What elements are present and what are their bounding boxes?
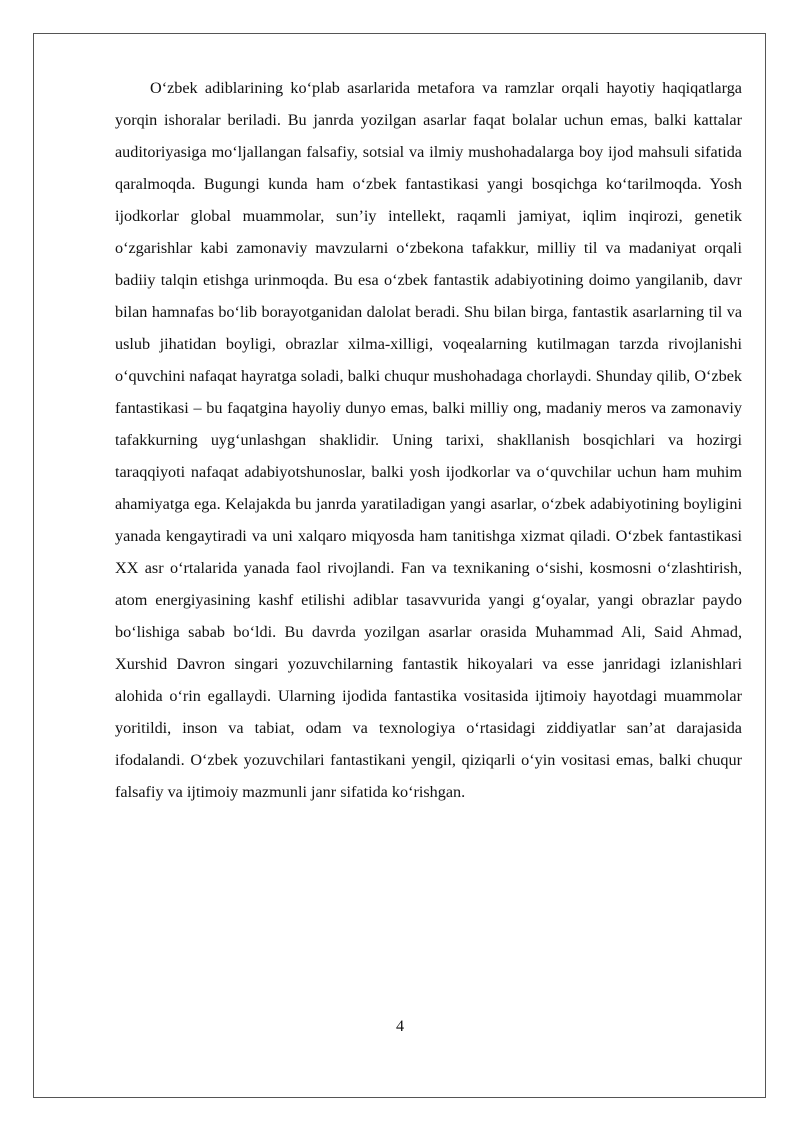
body-paragraph: O‘zbek adiblarining ko‘plab asarlarida metafora va ramzlar orqali hayotiy haqiqatlarga yorqin ishoralar beriladi. Bu janrda yozilgan asarlar faqat bolalar uchun emas, balki kattalar auditoriyasiga mo‘ljallangan falsafiy, sotsial va ilmiy mushohadalarga boy ijod mahsuli sifatida qaralmoqda. Bugungi kunda ham o‘zbek fantastikasi yangi bosqichga ko‘tarilmoqda. Yosh ijodkorlar global muammolar, sun’iy intellekt, raqamli jamiyat, iqlim inqirozi, genetik o‘zgarishlar kabi zamonaviy mavzularni o‘zbekona tafakkur, milliy til va madaniyat orqali badiiy talqin etishga urinmoqda. Bu esa o‘zbek fantastik adabiyotining doimo yangilanib, davr bilan hamnafas bo‘lib borayotganidan dalolat beradi. Shu bilan birga, fantastik asarlarning til va uslub jihatidan boyligi, obrazlar xilma-xilligi, voqealarning kutilmagan tarzda rivojlanishi o‘quvchini nafaqat hayratga soladi, balki chuqur mushohadaga chorlaydi. Shunday qilib, O‘zbek fantastikasi – bu faqatgina hayoliy dunyo emas, balki milliy ong, madaniy meros va zamonaviy tafakkurning uyg‘unlashgan shaklidir. Uning tarixi, shakllanish bosqichlari va hozirgi taraqqiyoti nafaqat adabiyotshunoslar, balki yosh ijodkorlar va o‘quvchilar uchun ham muhim ahamiyatga ega. Kelajakda bu janrda yaratiladigan yangi asarlar, o‘zbek adabiyotining boyligini yanada kengaytiradi va uni xalqaro miqyosda ham tanitishga xizmat qiladi. O‘zbek fantastikasi XX asr o‘rtalarida yanada faol rivojlandi. Fan va texnikaning o‘sishi, kosmosni o‘zlashtirish, atom energiyasining kashf etilishi adiblar tasavvurida yangi g‘oyalar, yangi obrazlar paydo bo‘lishiga sabab bo‘ldi. Bu davrda yozilgan asarlar orasida Muhammad Ali, Said Ahmad, Xurshid Davron singari yozuvchilarning fantastik hikoyalari va esse janridagi izlanishlari alohida o‘rin egallaydi. Ularning ijodida fantastika vositasida ijtimoiy hayotdagi muammolar yoritildi, inson va tabiat, odam va texnologiya o‘rtasidagi ziddiyatlar san’at darajasida ifodalandi. O‘zbek yozuvchilari fantastikani yengil, qiziqarli o‘yin vositasi emas, balki chuqur falsafiy va ijtimoiy mazmunli janr sifatida ko‘rishgan. — [115, 79, 742, 801]
page-number: 4 — [395, 1017, 405, 1035]
